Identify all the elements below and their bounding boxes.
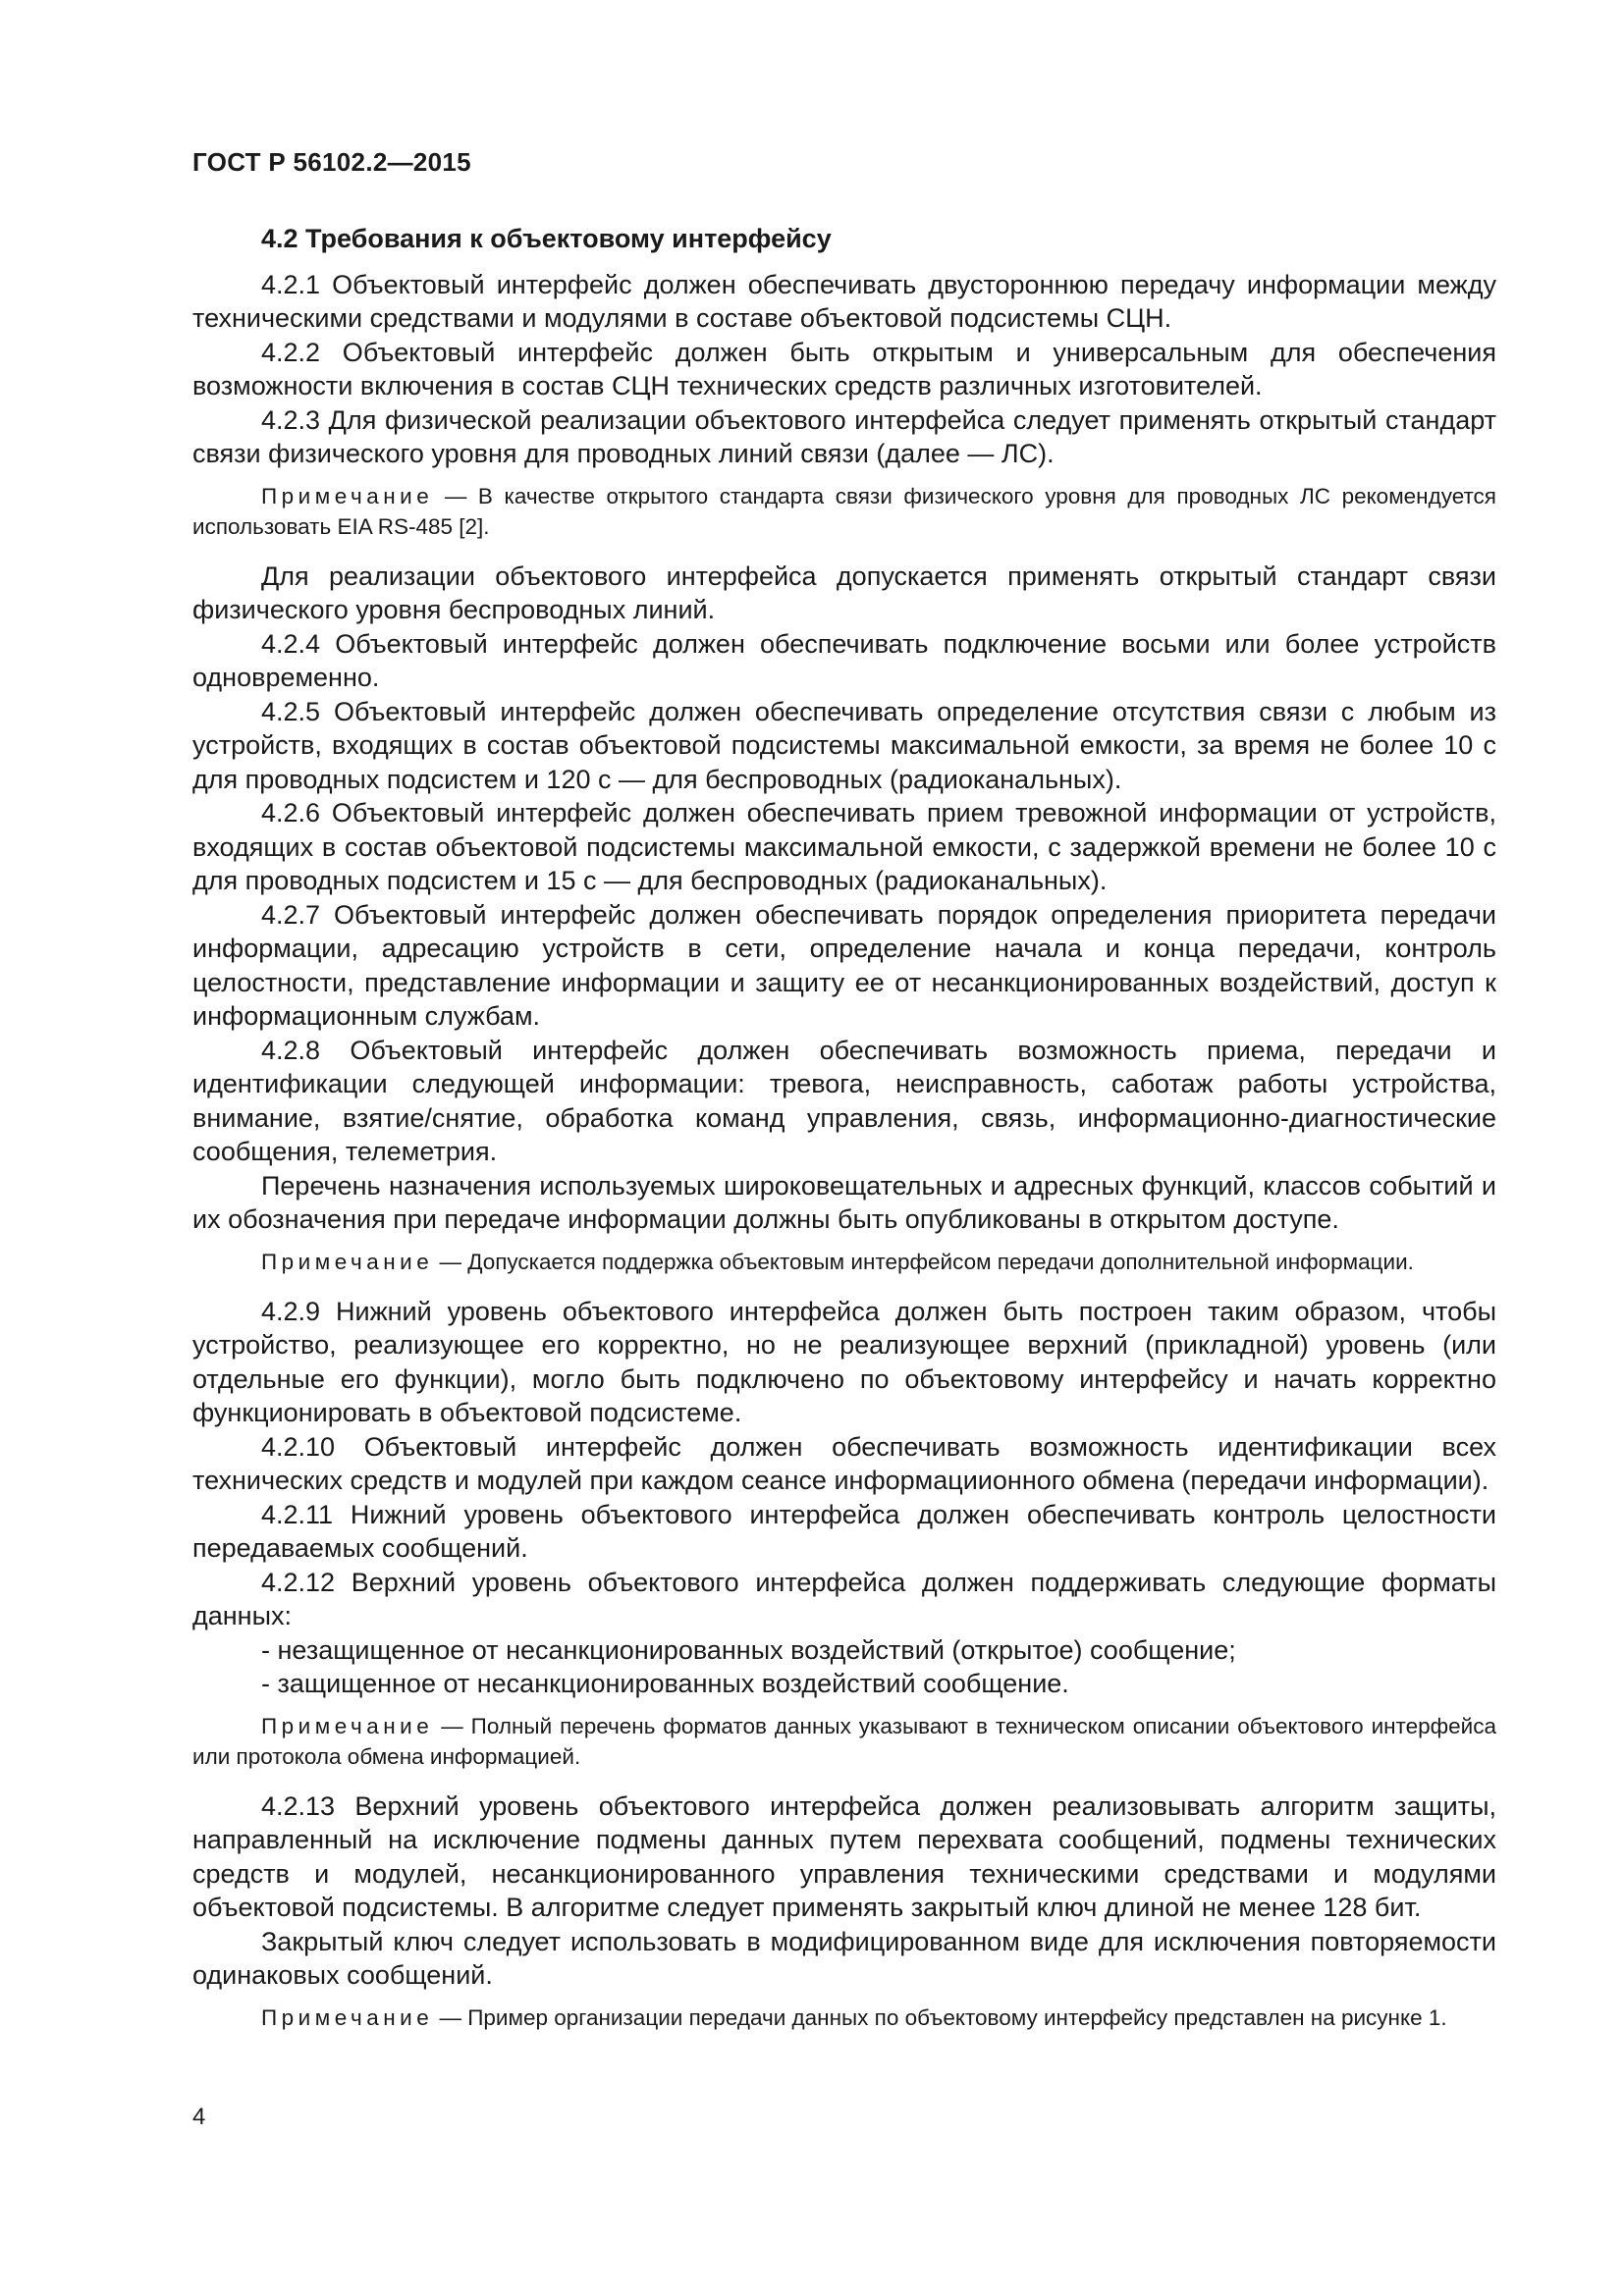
note-text: — Допускается поддержка объектовым интерфейсом передачи дополнительной информации.: [433, 1249, 1414, 1274]
note-label: Примечание: [261, 1713, 434, 1738]
paragraph-4-2-2: 4.2.2 Объектовый интерфейс должен быть открытым и универсальным для обеспечения возможности включения в состав СЦН технических средств различных изготовителей.: [192, 337, 1496, 400]
paragraph-4-2-8: 4.2.8 Объектовый интерфейс должен обеспечивать возможность приема, передачи и идентификации следующей информации: тревога, неисправность, саботаж работы устройства, внимание, взятие/снятие, обработка команд управления, связь, информационно-диагностические сообщения, телеметрия.: [192, 1035, 1496, 1166]
standard-header: ГОСТ Р 56102.2—2015: [192, 147, 471, 177]
paragraph-4-2-9: 4.2.9 Нижний уровень объектового интерфейса должен быть построен таким образом, чтобы устройство, реализующее его корректно, но не реализующее верхний (прикладной) уровень (или отдельные его функции), могло быть подключено по объектовому интерфейсу и начать корректно функционировать в объектовой подсистеме.: [192, 1296, 1496, 1427]
paragraph-4-2-10: 4.2.10 Объектовый интерфейс должен обеспечивать возможность идентификации всех технических средств и модулей при каждом сеансе информациионного обмена (передачи информации).: [192, 1431, 1496, 1495]
paragraph-4-2-3: 4.2.3 Для физической реализации объектового интерфейса следует применять открытый стандарт связи физического уровня для проводных линий связи (далее — ЛС).: [192, 404, 1496, 468]
page-number: 4: [192, 2104, 206, 2130]
paragraph-4-2-6: 4.2.6 Объектовый интерфейс должен обеспечивать прием тревожной информации от устройств, входящих в состав объектовой подсистемы максимальной емкости, с задержкой времени не более 10 с для проводных подсистем и 15 с — для беспроводных (радиоканальных).: [192, 798, 1496, 895]
list-item: - незащищенное от несанкционированных воздействий (открытое) сообщение;: [261, 1634, 1236, 1665]
paragraph-private-key: Закрытый ключ следует использовать в модифицированном виде для исключения повторяемости одинаковых сообщений.: [192, 1926, 1496, 1990]
note-text: — Пример организации передачи данных по объектовому интерфейсу представлен на рисунке 1.: [433, 2004, 1447, 2030]
paragraph-4-2-7: 4.2.7 Объектовый интерфейс должен обеспечивать порядок определения приоритета передачи информации, адресацию устройств в сети, определение начала и конца передачи, контроль целостности, представление информации и защиту ее от несанкционированных воздействий, доступ к информационным службам.: [192, 899, 1496, 1031]
paragraph-4-2-12: 4.2.12 Верхний уровень объектового интерфейса должен поддерживать следующие форматы данных:: [192, 1567, 1496, 1630]
note-1: [192, 481, 1496, 542]
paragraph-4-2-13: 4.2.13 Верхний уровень объектового интерфейса должен реализовывать алгоритм защиты, направленный на исключение подмены данных путем перехвата сообщений, подмены технических средств и модулей, несанкционированного управления техническими средствами и модулями объектовой подсистемы. В алгоритме следует применять закрытый ключ длиной не менее 128 бит.: [192, 1790, 1496, 1922]
paragraph-wireless: Для реализации объектового интерфейса допускается применять открытый стандарт связи физического уровня беспроводных линий.: [192, 561, 1496, 624]
note-4: [192, 2002, 1496, 2033]
note-text: — В качестве открытого стандарта связи физического уровня для проводных ЛС рекомендуется использовать EIA RS-485 [2].: [192, 483, 1496, 539]
note-label: Примечание: [261, 2004, 434, 2030]
list-item: - защищенное от несанкционированных воздействий сообщение.: [261, 1669, 1069, 1698]
paragraph-4-2-5: 4.2.5 Объектовый интерфейс должен обеспечивать определение отсутствия связи с любым из устройств, входящих в состав объектовой подсистемы максимальной емкости, за время не более 10 с для проводных подсистем и 120 с — для беспроводных (радиоканальных).: [192, 696, 1496, 794]
note-text: — Полный перечень форматов данных указывают в техническом описании объектового интерфейса или протокола обмена информацией.: [192, 1713, 1496, 1769]
document-body: [192, 222, 1496, 2051]
paragraph-4-2-4: 4.2.4 Объектовый интерфейс должен обеспечивать подключение восьми или более устройств одновременно.: [192, 628, 1496, 692]
paragraph-functions-list: Перечень назначения используемых широковещательных и адресных функций, классов событий и их обозначения при передаче информации должны быть опубликованы в открытом доступе.: [192, 1170, 1496, 1234]
note-3: [192, 1711, 1496, 1772]
paragraph-4-2-11: 4.2.11 Нижний уровень объектового интерфейса должен обеспечивать контроль целостности передаваемых сообщений.: [192, 1499, 1496, 1563]
note-label: Примечание: [261, 483, 434, 508]
note-label: Примечание: [261, 1249, 434, 1274]
section-title: 4.2 Требования к объектовому интерфейсу: [261, 224, 832, 253]
note-2: [192, 1247, 1496, 1277]
paragraph-4-2-1: 4.2.1 Объектовый интерфейс должен обеспечивать двустороннюю передачу информации между техническими средствами и модулями в составе объектовой подсистемы СЦН.: [192, 269, 1496, 333]
